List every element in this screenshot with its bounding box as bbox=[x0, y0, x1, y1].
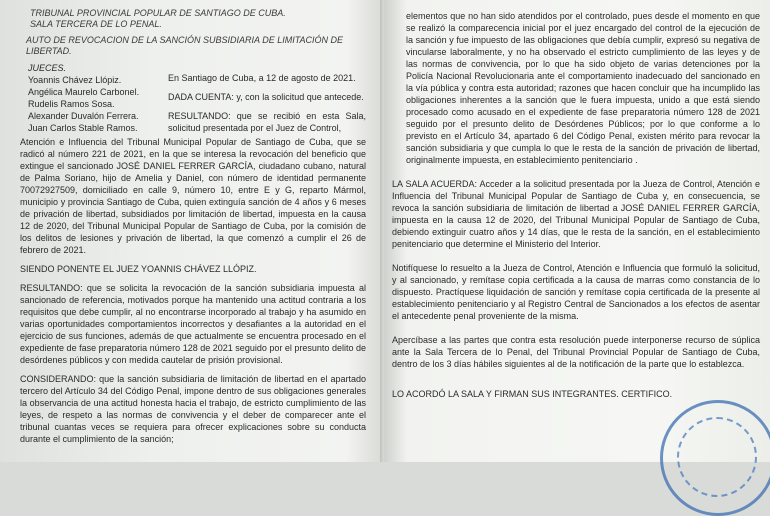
court-header bbox=[30, 8, 366, 30]
resultando-1-body: Atención e Influencia del Tribunal Municipal Popular de Santiago de Cuba, que se radicó al número 221 de 2021, en la que se interesa la revocación del beneficio que extingue el sancionado JOSÉ DANIEL FERRER GARCÍA, ciudadano cubano, natural de Palma Soriano, hijo de Amelia y Daniel, con número de identidad permanente 70072927509, domiciliado en calle 9, número 10, entre E y G, reparto Mármol, municipio y provincia Santiago de Cuba, quien extinguía sanción de 4 años y 6 meses de privación de libertad, subsidiados por limitación de libertad, impuesta en la causa 12 de 2020, del Tribunal Municipal Popular de Santiago de Cuba, por la comisión de los delitos de lesiones y privación de libertad, la que comenzó a cumplir el 26 de febrero de 2021. bbox=[20, 137, 366, 255]
date-line: En Santiago de Cuba, a 12 de agosto de 2021. bbox=[168, 73, 356, 83]
resultando-1-head: RESULTANDO: que se recibió en esta Sala, solicitud presentada por el Juez de Control, bbox=[168, 111, 366, 133]
judge: Rudelis Ramos Sosa. bbox=[28, 99, 115, 109]
notifiquese: Notifíquese lo resuelto a la Jueza de Control, Atención e Influencia que formuló la solicitud, y al sancionado, y remítase copia certificada a la causa de marras como constancia de lo dispuesto. Practíquese liquidación de sanción y remítase copia certificada de la presente al establecimiento penitenciario y al Registro Central de Sancionados a los efectos de asentar el antecedente penal proveniente de la misma. bbox=[392, 263, 760, 321]
judge: Angélica Maurelo Carbonel. bbox=[28, 87, 140, 97]
sala-acuerda: LA SALA ACUERDA: Acceder a la solicitud presentada por la Jueza de Control, Atención e Influencia del Tribunal Municipal Popular de Santiago de Cuba y, en consecuencia, se revoca la sanción subsidiaria de limitación de libertad a JOSÉ DANIEL FERRER GARCÍA, impuesta en la causa 12 de 2020, del Tribunal Municipal Popular de Santiago de Cuba, debiendo extinguir cuatro años y 14 días, que le resta de la sanción, en el establecimiento penitenciario que determine el Ministerio del Interior. bbox=[392, 179, 760, 249]
ponente-line: SIENDO PONENTE EL JUEZ YOANNIS CHÁVEZ LLÓPIZ. bbox=[20, 264, 257, 274]
apercibase: Apercíbase a las partes que contra esta resolución puede interponerse recurso de súplica ante la Sala Tercera de lo Penal, del Tribunal Provincial Popular de Santiago de Cuba, dentro de los 3 días hábiles siguientes al de la notificación de la parte que lo establezca. bbox=[392, 335, 760, 369]
considerando: CONSIDERANDO: que la sanción subsidiaria de limitación de libertad en el apartado tercero del Artículo 34 del Código Penal, impone dentro de sus obligaciones generales la observancia de una actitud honesta hacia el trabajo, de estricto cumplimiento de las leyes, de respeto a las normas de convivencia y el deber de comparecer ante el tribunal cuantas veces se requiera para ofrecer explicaciones sobre su conducta durante el cumplimiento de la sanción; bbox=[20, 374, 366, 444]
resultando-2: RESULTANDO: que se solicita la revocación de la sanción subsidiaria impuesta al sancionado de referencia, motivados porque ha mantenido una actitud contraria a los requisitos que debe cumplir, al no encontrarse incorporado al trabajo y ha asumido en varias oportunidades comportamientos incorrectos y desafiantes a la autoridad en el ejercicio de sus funciones, además de que actualmente se encuentra procesado en el expediente de fase preparatoria número 128 de 2021 seguido por el presunto delito de desórdenes públicos y con medida cautelar de prisión provisional. bbox=[20, 283, 366, 365]
judge: Yoannis Chávez Llópiz. bbox=[28, 75, 122, 85]
chamber-name: SALA TERCERA DE LO PENAL. bbox=[30, 19, 162, 29]
judges-and-date-block bbox=[20, 62, 366, 134]
judges-label: JUECES. bbox=[28, 63, 67, 73]
judge: Alexander Duvalón Ferrera. bbox=[28, 111, 139, 121]
document-title: AUTO DE REVOCACION DE LA SANCIÓN SUBSIDIARIA DE LIMITACIÓN DE LIBERTAD. bbox=[26, 35, 344, 56]
judge: Juan Carlos Stable Ramos. bbox=[28, 123, 138, 133]
continuation-paragraph: elementos que no han sido atendidos por el controlado, pues desde el momento en que se realizó la comparecencia inicial por el juez encargado del control de la ejecución de la sanción y fue impuesto de las obligaciones que debía cumplir, expresó su negativa de vincularse laboralmente, y no ha observado el estricto cumplimiento de las leyes y de las normas de convivencia, por lo que ha sido objeto de varias detenciones por la Policía Nacional Revolucionaria ante el comportamiento inadecuado del sancionado en la vía pública y contra esta autoridad; razones que hacen concluir que ha incumplido las obligaciones inherentes a la sanción que le fuera impuesta, unido a que está siendo procesado como acusado en el expediente de fase preparatoria número 128 de 2021 seguido por el presunto delito de Desórdenes Públicos; por lo que conforme a lo previsto en el Artículo 34, apartado 6 del Código Penal, existen mérito para revocar la sanción subsidiaria y que cumpla lo que le resta de la sanción de privación de libertad, originalmente impuesta, en establecimiento penitenciario . bbox=[406, 11, 760, 165]
dada-cuenta: DADA CUENTA: y, con la solicitud que antecede. bbox=[168, 92, 364, 102]
judges-list bbox=[20, 62, 158, 134]
date-column bbox=[168, 62, 366, 134]
court-name: TRIBUNAL PROVINCIAL POPULAR DE SANTIAGO DE CUBA. bbox=[30, 8, 286, 18]
right-page bbox=[384, 0, 770, 462]
closing-line: LO ACORDÓ LA SALA Y FIRMAN SUS INTEGRANTES. CERTIFICO. bbox=[392, 389, 673, 399]
left-page bbox=[0, 0, 384, 462]
